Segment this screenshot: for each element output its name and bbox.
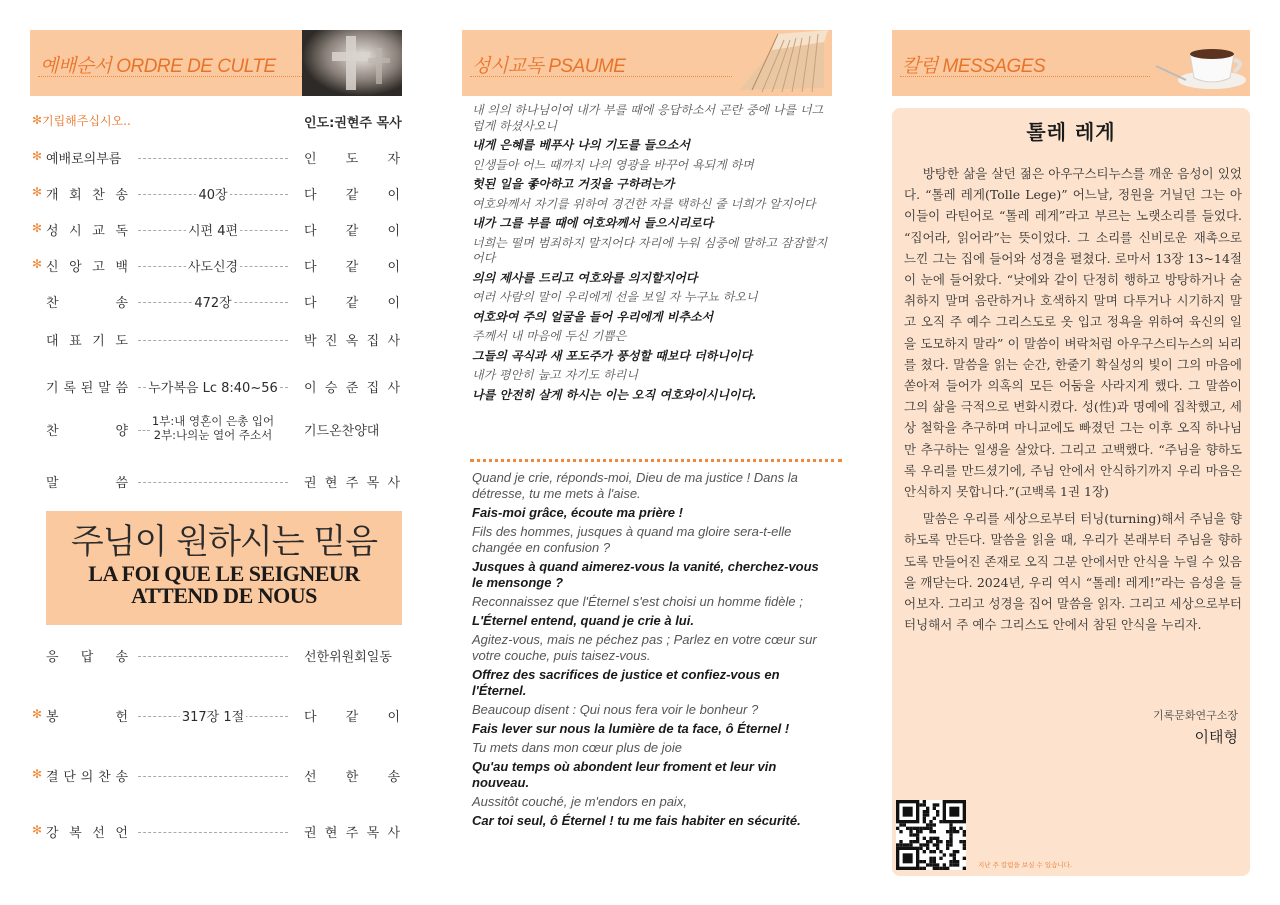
order-item-detail	[138, 220, 288, 239]
psalm-leader-verse: Beaucoup disent : Qui nous fera voir le bonheur ?	[472, 702, 759, 717]
psalm-column	[462, 0, 832, 905]
standing-star-icon: ✻	[32, 185, 43, 199]
psalm-leader-verse: 주께서 내 마음에 두신 기쁨은	[472, 329, 627, 343]
sermon-title-ko: 주님이 원하시는 믿음	[70, 522, 378, 562]
order-leader-line	[138, 340, 288, 341]
psalm-response-verse: L'Éternel entend, quand je crie à lui.	[472, 613, 694, 628]
order-item-responsible: 다 같 이	[304, 260, 400, 275]
order-item-name: 봉 헌	[46, 710, 128, 725]
order-row	[30, 646, 402, 666]
order-item-responsible: 선 한 송	[304, 770, 400, 785]
worship-order-header	[30, 30, 402, 96]
psalm-response-verse: Car toi seul, ô Éternel ! tu me fais habiter en sécurité.	[472, 813, 801, 828]
order-item-responsible: 인 도 자	[304, 152, 400, 167]
standing-star-icon: ✻	[32, 221, 43, 235]
order-item-detail-text: 사도신경	[187, 260, 239, 275]
psalm-response-verse: Offrez des sacrifices de justice et confiez-vous en l'Éternel.	[472, 667, 780, 698]
order-item-detail	[138, 377, 288, 396]
standing-call-row	[30, 112, 402, 132]
order-item-detail	[138, 292, 288, 311]
psalm-leader-verse: 여러 사람의 말이 우리에게 선을 보일 자 누구뇨 하오니	[472, 290, 758, 304]
order-item-responsible: 권 현 주 목 사	[304, 826, 400, 841]
psalm-response-verse: Jusques à quand aimerez-vous la vanité, cherchez-vous le mensonge ?	[472, 559, 819, 590]
order-item-name: 말 씀	[46, 476, 128, 491]
standing-star-icon: ✻	[32, 823, 43, 837]
qr-code-icon[interactable]	[896, 800, 966, 870]
sermon-title-fr-line1: LA FOI QUE LE SEIGNEUR	[88, 561, 360, 586]
psalm-response-verse: Fais lever sur nous la lumière de ta face, ô Éternel !	[472, 721, 790, 736]
message-title: 톨레 레게	[1026, 120, 1116, 144]
order-item-name: 신 앙 고 백	[46, 260, 128, 275]
psalm-leader-verse: Agitez-vous, mais ne péchez pas ; Parlez en votre cœur sur votre couche, puis taisez-vous.	[472, 632, 817, 663]
order-row	[30, 822, 402, 842]
service-leader: 인도:권현주 목사	[304, 116, 402, 131]
sermon-title-banner	[46, 511, 402, 625]
order-leader-line	[138, 482, 288, 483]
standing-star-icon: ✻	[32, 149, 43, 163]
order-item-name: 성 시 교 독	[46, 224, 128, 239]
order-item-detail-text: 누가복음 Lc 8:40~56	[148, 381, 278, 396]
psalm-leader-verse: 여호와께서 자기를 위하여 경건한 자를 택하신 줄 너희가 알지어다	[472, 196, 816, 211]
message-body	[904, 163, 1242, 641]
order-row	[30, 330, 402, 350]
psalm-response-verse: 그들의 곡식과 새 포도주가 풍성할 때보다 더하니이다	[472, 348, 753, 363]
standing-star-icon: ✻	[32, 257, 43, 271]
open-book-icon	[732, 30, 832, 96]
psalm-leader-verse: Aussitôt couché, je m'endors en paix,	[472, 794, 687, 809]
order-item-name: 결 단 의 찬 송	[46, 770, 128, 785]
order-leader-line	[138, 832, 288, 833]
author-name: 이태형	[1194, 728, 1238, 746]
message-header	[892, 30, 1250, 96]
psalm-header	[462, 30, 832, 96]
message-header-title: 칼럼 MESSAGES	[902, 56, 1046, 77]
psalm-response-verse: 내가 그를 부를 때에 여호와께서 들으시리로다	[472, 216, 714, 230]
order-row	[30, 256, 402, 276]
order-row	[30, 220, 402, 240]
standing-star-icon: ✻	[32, 767, 43, 781]
order-row	[30, 766, 402, 786]
standing-call-text: 기립해주십시오..	[42, 114, 131, 128]
order-leader-line	[138, 656, 288, 657]
message-paragraph-1: 방탕한 삶을 살던 젊은 아우구스티누스를 깨운 음성이 있었다. “톨레 레게(Tolle Lege)” 어느날, 정원을 거닐던 그는 아이들이 라틴어로 “톨레 레게”라고 부르는 노랫소리를 들었다. “집어라, 읽어라”는 뜻이었다. 그 소리를 신비로운 재촉으로 느낀 그는 집에 들어와 성경을 펼쳤다. 로마서 13장 13~14절이 눈에 들어왔다. “낮에와 같이 단정히 행하고 방탕하거나 술 취하지 말며 음란하거나 호색하지 말며 다투거나 시기하지 말고 오직 주 예수 그리스도로 옷 입고 정욕을 위하여 육신의 일을 도모하지 말라” 이 말씀이 벼락처럼 아우구스티누스의 뇌리를 쳤다. 말씀을 읽는 순간, 한줄기 확실성의 빛이 그의 마음에 쏟아져 들어가 의혹의 모든 어둠을 사라지게 했다. 그 말씀이 그의 삶을 극적으로 변화시켰다. 성(性)과 명예에 집착했고, 세상 철학을 추구하며 마니교에도 빠졌던 그는 이후 오직 하나님만 추구하는 일생을 살았다. 그리고 고백했다. “주님을 향하도록 우리를 만드셨기에, 주님 안에서 안식하기까지 우리 마음은 안식하지 못합니다.”(고백록 1권 1장)	[904, 166, 1242, 500]
psalm-response-verse: 나를 안전히 살게 하시는 이는 오직 여호와이시니이다.	[472, 387, 757, 402]
psalm-leader-verse: Tu mets dans mon cœur plus de joie	[472, 740, 683, 755]
order-item-detail-text: 317장 1절	[181, 710, 245, 725]
order-item-responsible: 권 현 주 목 사	[304, 476, 400, 491]
order-item-name: 개 회 찬 송	[46, 188, 128, 203]
order-item-detail	[138, 184, 288, 203]
order-row	[30, 472, 402, 492]
order-item-name: 예배로의부름	[46, 152, 122, 167]
psalm-leader-verse: 인생들아 어느 때까지 나의 영광을 바꾸어 욕되게 하며	[472, 157, 754, 172]
order-row	[30, 414, 402, 442]
psalm-leader-verse: 내 의의 하나님이여 내가 부를 때에 응답하소서 곤란 중에 나를 너그럽게 하셨사오니	[472, 103, 824, 133]
order-item-name: 찬 송	[46, 296, 128, 311]
order-row	[30, 706, 402, 726]
psalm-response-verse: 헛된 일을 좋아하고 거짓을 구하려는가	[472, 177, 675, 191]
order-item-name: 찬 양	[46, 424, 128, 439]
order-item-detail-text: 시편 4편	[187, 224, 239, 239]
order-item-detail	[138, 706, 288, 725]
qr-note: 지난 주 칼럼을 보실 수 있습니다.	[978, 861, 1073, 869]
order-item-responsible: 다 같 이	[304, 296, 400, 311]
order-item-responsible: 선한위원회일동	[304, 650, 392, 665]
order-item-detail	[138, 256, 288, 275]
psalm-response-verse: Fais-moi grâce, écoute ma prière !	[472, 505, 683, 520]
psalm-leader-verse: Fils des hommes, jusques à quand ma gloire sera-t-elle changée en confusion ?	[472, 524, 792, 555]
psalm-leader-verse: Reconnaissez que l'Éternel s'est choisi un homme fidèle ;	[472, 594, 803, 609]
psalm-korean	[472, 103, 832, 407]
order-row	[30, 292, 402, 312]
crosses-photo-icon	[302, 30, 402, 96]
worship-order-column	[30, 0, 402, 905]
order-item-responsible: 기드온찬양대	[304, 424, 380, 439]
psalm-response-verse: 내게 은혜를 베푸사 나의 기도를 들으소서	[472, 138, 690, 152]
order-item-responsible: 이 승 준 집 사	[304, 381, 400, 396]
psalm-response-verse: Qu'au temps où abondent leur froment et leur vin nouveau.	[472, 759, 777, 790]
order-item-responsible: 박 진 옥 집 사	[304, 334, 400, 349]
message-column	[892, 0, 1250, 905]
psalm-leader-verse: Quand je crie, réponds-moi, Dieu de ma justice ! Dans la détresse, tu me mets à l'aise.	[472, 470, 798, 501]
order-item-detail: 1부:내 영혼이 은총 입어 2부:나의눈 열어 주소서	[151, 414, 275, 442]
order-item-detail-text: 40장	[198, 188, 228, 203]
psalm-french	[472, 470, 832, 832]
order-item-responsible: 다 같 이	[304, 188, 400, 203]
psalm-response-verse: 의의 제사를 드리고 여호와를 의지할지어다	[472, 270, 698, 285]
psalm-separator	[470, 459, 842, 462]
order-item-detail-text: 472장	[194, 296, 232, 311]
sermon-title-fr-line2: ATTEND DE NOUS	[131, 583, 317, 608]
author-title: 기록문화연구소장	[1152, 709, 1238, 722]
standing-star-icon: ✻	[32, 113, 43, 127]
order-row	[30, 148, 402, 168]
psalm-leader-verse: 너희는 떨며 범죄하지 말지어다 자리에 누워 심중에 말하고 잠잠할지어다	[472, 235, 828, 265]
order-row	[30, 377, 402, 397]
order-row	[30, 184, 402, 204]
message-paragraph-2: 말씀은 우리를 세상으로부터 터닝(turning)해서 주님을 향하도록 만든다. 말씀을 읽을 때, 우리가 본래부터 주님을 향하도록 만들어진 존재로 오직 그분 안에서만 안식을 누릴 수 있음을 깨닫는다. 2024년, 우리 역시 “톨레! 레게!”라는 음성을 들어보자. 그리고 성경을 집어 말씀을 읽자. 그리고 세상으로부터 터닝해서 주 예수 그리스도 안에서 참된 안식을 누리자.	[904, 511, 1242, 633]
order-item-name: 강 복 선 언	[46, 826, 128, 841]
order-item-responsible: 다 같 이	[304, 224, 400, 239]
order-item-name: 기 록 된 말 씀	[46, 381, 128, 396]
coffee-cup-icon	[1150, 30, 1250, 96]
order-leader-line	[138, 158, 288, 159]
order-item-responsible: 다 같 이	[304, 710, 400, 725]
psalm-leader-verse: 내가 평안히 눕고 자기도 하리니	[472, 368, 638, 382]
order-leader-line	[138, 776, 288, 777]
order-item-name: 대 표 기 도	[46, 334, 128, 349]
standing-star-icon: ✻	[32, 707, 43, 721]
order-item-name: 응 답 송	[46, 650, 128, 665]
psalm-response-verse: 여호와여 주의 얼굴을 들어 우리에게 비추소서	[472, 309, 714, 324]
psalm-header-title: 성시교독 PSAUME	[472, 56, 626, 77]
worship-order-header-title: 예배순서 ORDRE DE CULTE	[40, 56, 276, 77]
